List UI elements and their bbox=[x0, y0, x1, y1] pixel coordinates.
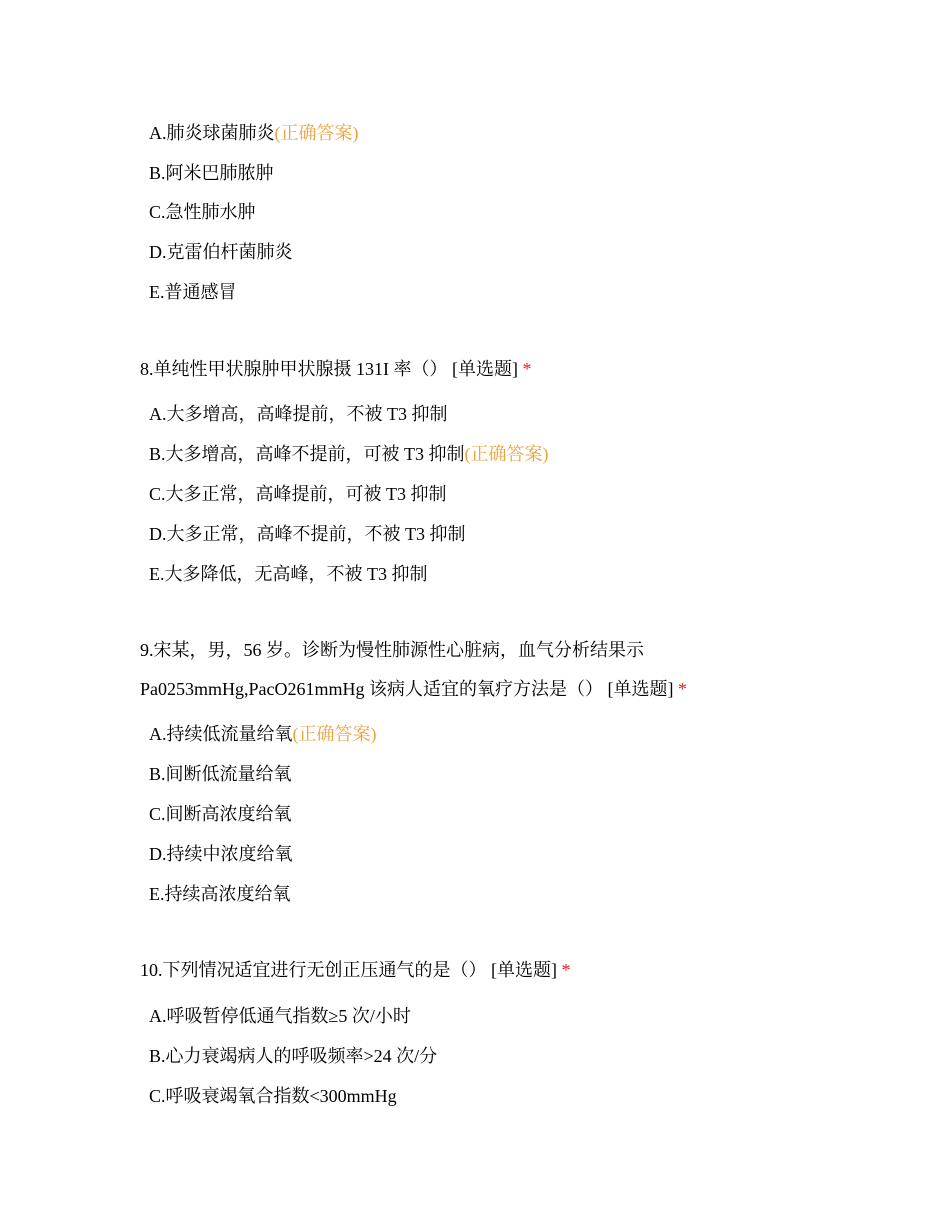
q7-option-b bbox=[149, 162, 274, 184]
q10-question bbox=[140, 959, 571, 981]
q10-option-a bbox=[149, 1005, 411, 1027]
q7-option-d bbox=[149, 241, 293, 263]
option-text: D.克雷伯杆菌肺炎 bbox=[149, 242, 293, 262]
q8-question bbox=[140, 358, 531, 380]
q8-option-a bbox=[149, 403, 448, 425]
question-text: 8.单纯性甲状腺肿甲状腺摄 131I 率（） [单选题] bbox=[140, 359, 518, 379]
option-text: D.持续中浓度给氧 bbox=[149, 844, 293, 864]
required-mark: * bbox=[677, 679, 687, 699]
option-text: E.普通感冒 bbox=[149, 282, 237, 302]
option-text: C.大多正常，高峰提前，可被 T3 抑制 bbox=[149, 484, 447, 504]
correct-answer-label: (正确答案) bbox=[464, 444, 549, 464]
correct-answer-label: (正确答案) bbox=[292, 724, 377, 744]
option-text: E.大多降低，无高峰，不被 T3 抑制 bbox=[149, 564, 428, 584]
q9-option-e bbox=[149, 883, 291, 905]
correct-answer-label: (正确答案) bbox=[274, 123, 359, 143]
option-text: B.大多增高，高峰不提前，可被 T3 抑制 bbox=[149, 444, 465, 464]
option-text: C.急性肺水肿 bbox=[149, 202, 256, 222]
option-text: A.肺炎球菌肺炎 bbox=[149, 123, 275, 143]
option-text: A.呼吸暂停低通气指数≥5 次/小时 bbox=[149, 1006, 411, 1026]
question-text: 10.下列情况适宜进行无创正压通气的是（） [单选题] bbox=[140, 960, 557, 980]
option-text: B.阿米巴肺脓肿 bbox=[149, 163, 274, 183]
question-text: Pa0253mmHg,PacO261mmHg 该病人适宜的氧疗方法是（） [单选题] bbox=[140, 679, 674, 699]
q9-option-c bbox=[149, 803, 292, 825]
q9-question-line2 bbox=[140, 678, 687, 700]
option-text: A.持续低流量给氧 bbox=[149, 724, 293, 744]
option-text: C.呼吸衰竭氧合指数<300mmHg bbox=[149, 1086, 397, 1106]
option-text: B.间断低流量给氧 bbox=[149, 764, 292, 784]
q9-option-d bbox=[149, 843, 293, 865]
option-text: A.大多增高，高峰提前，不被 T3 抑制 bbox=[149, 404, 448, 424]
required-mark: * bbox=[561, 960, 571, 980]
q7-option-e bbox=[149, 281, 237, 303]
q8-option-c bbox=[149, 483, 447, 505]
option-text: B.心力衰竭病人的呼吸频率>24 次/分 bbox=[149, 1046, 438, 1066]
question-text: 9.宋某，男，56 岁。诊断为慢性肺源性心脏病，血气分析结果示 bbox=[140, 640, 644, 660]
q10-option-b bbox=[149, 1045, 437, 1067]
q7-option-a bbox=[149, 122, 359, 144]
q8-option-d bbox=[149, 523, 466, 545]
q8-option-e bbox=[149, 563, 428, 585]
option-text: E.持续高浓度给氧 bbox=[149, 884, 291, 904]
option-text: D.大多正常，高峰不提前，不被 T3 抑制 bbox=[149, 524, 466, 544]
q10-option-c bbox=[149, 1085, 397, 1107]
q9-question-line1 bbox=[140, 639, 644, 661]
required-mark: * bbox=[522, 359, 532, 379]
q9-option-a bbox=[149, 723, 377, 745]
q9-option-b bbox=[149, 763, 292, 785]
q7-option-c bbox=[149, 201, 256, 223]
q8-option-b bbox=[149, 443, 549, 465]
option-text: C.间断高浓度给氧 bbox=[149, 804, 292, 824]
